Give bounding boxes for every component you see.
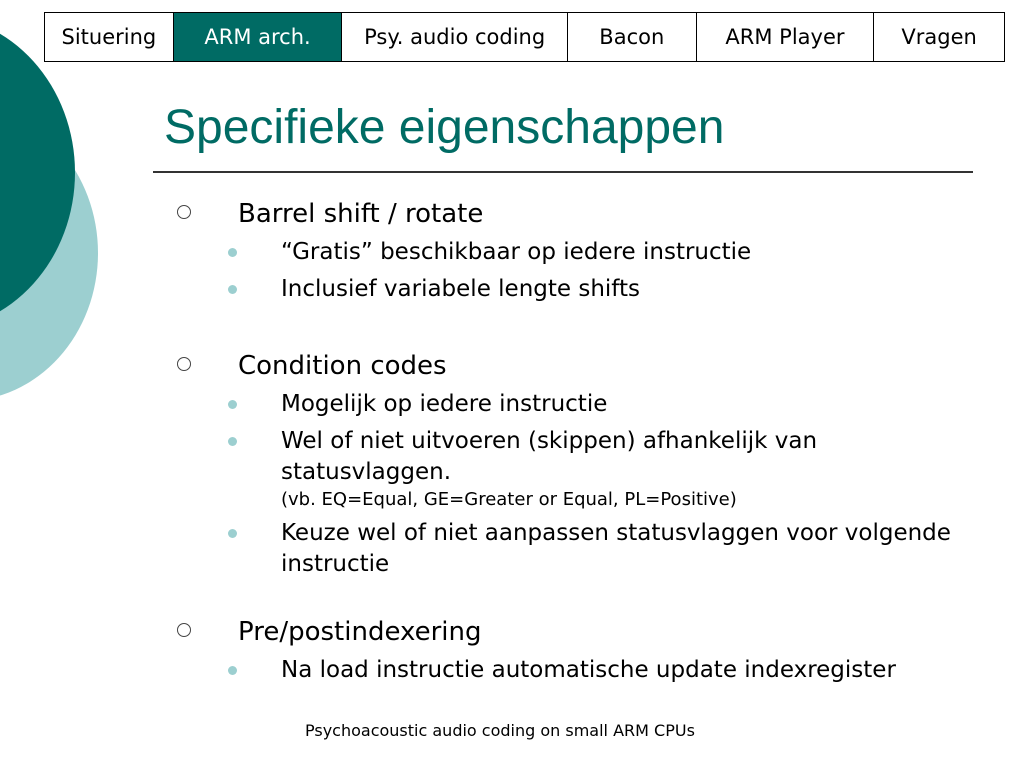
bullet-text: Na load instructie automatische update indexregister bbox=[281, 657, 896, 683]
dot-bullet-icon bbox=[228, 529, 237, 538]
slide-footer: Psychoacoustic audio coding on small ARM CPUs bbox=[305, 721, 695, 740]
list-item bbox=[0, 389, 1024, 426]
tab-arm-player[interactable]: ARM Player bbox=[697, 13, 875, 61]
bullet-text: Keuze wel of niet aanpassen statusvlaggen voor volgende instructie bbox=[281, 520, 951, 577]
tab-psy-audio-coding[interactable]: Psy. audio coding bbox=[342, 13, 568, 61]
list-item bbox=[0, 274, 1024, 305]
dot-bullet-icon bbox=[228, 285, 237, 294]
bullet-text bbox=[281, 426, 981, 512]
list-item bbox=[0, 518, 1024, 580]
section-heading: Barrel shift / rotate bbox=[238, 199, 484, 229]
tab-bacon[interactable]: Bacon bbox=[568, 13, 697, 61]
circle-bullet-icon bbox=[177, 205, 191, 219]
list-item bbox=[0, 237, 1024, 274]
list-item bbox=[0, 199, 1024, 233]
circle-bullet-icon bbox=[177, 623, 191, 637]
tab-vragen[interactable]: Vragen bbox=[874, 13, 1004, 61]
slide-title: Specifieke eigenschappen bbox=[164, 101, 725, 154]
list-item bbox=[0, 351, 1024, 385]
circle-bullet-icon bbox=[177, 357, 191, 371]
section-heading: Pre/postindexering bbox=[238, 617, 482, 647]
list-item bbox=[0, 617, 1024, 651]
bullet-text: Inclusief variabele lengte shifts bbox=[281, 276, 640, 302]
section-condition-codes bbox=[0, 351, 1024, 580]
list-item bbox=[0, 655, 1024, 686]
section-barrel-shift bbox=[0, 199, 1024, 305]
dot-bullet-icon bbox=[228, 666, 237, 675]
dot-bullet-icon bbox=[228, 437, 237, 446]
tab-arm-arch[interactable]: ARM arch. bbox=[174, 13, 343, 61]
tab-situering[interactable]: Situering bbox=[45, 13, 174, 61]
list-item bbox=[0, 426, 1024, 518]
bullet-text: “Gratis” beschikbaar op iedere instructie bbox=[281, 239, 752, 265]
dot-bullet-icon bbox=[228, 400, 237, 409]
bullet-text: Mogelijk op iedere instructie bbox=[281, 391, 608, 417]
bullet-main-text: Wel of niet uitvoeren (skippen) afhankelijk van statusvlaggen. bbox=[281, 428, 818, 485]
section-heading: Condition codes bbox=[238, 351, 447, 381]
dot-bullet-icon bbox=[228, 248, 237, 257]
bullet-note: (vb. EQ=Equal, GE=Greater or Equal, PL=Positive) bbox=[281, 489, 737, 510]
section-pre-postindexering bbox=[0, 617, 1024, 686]
